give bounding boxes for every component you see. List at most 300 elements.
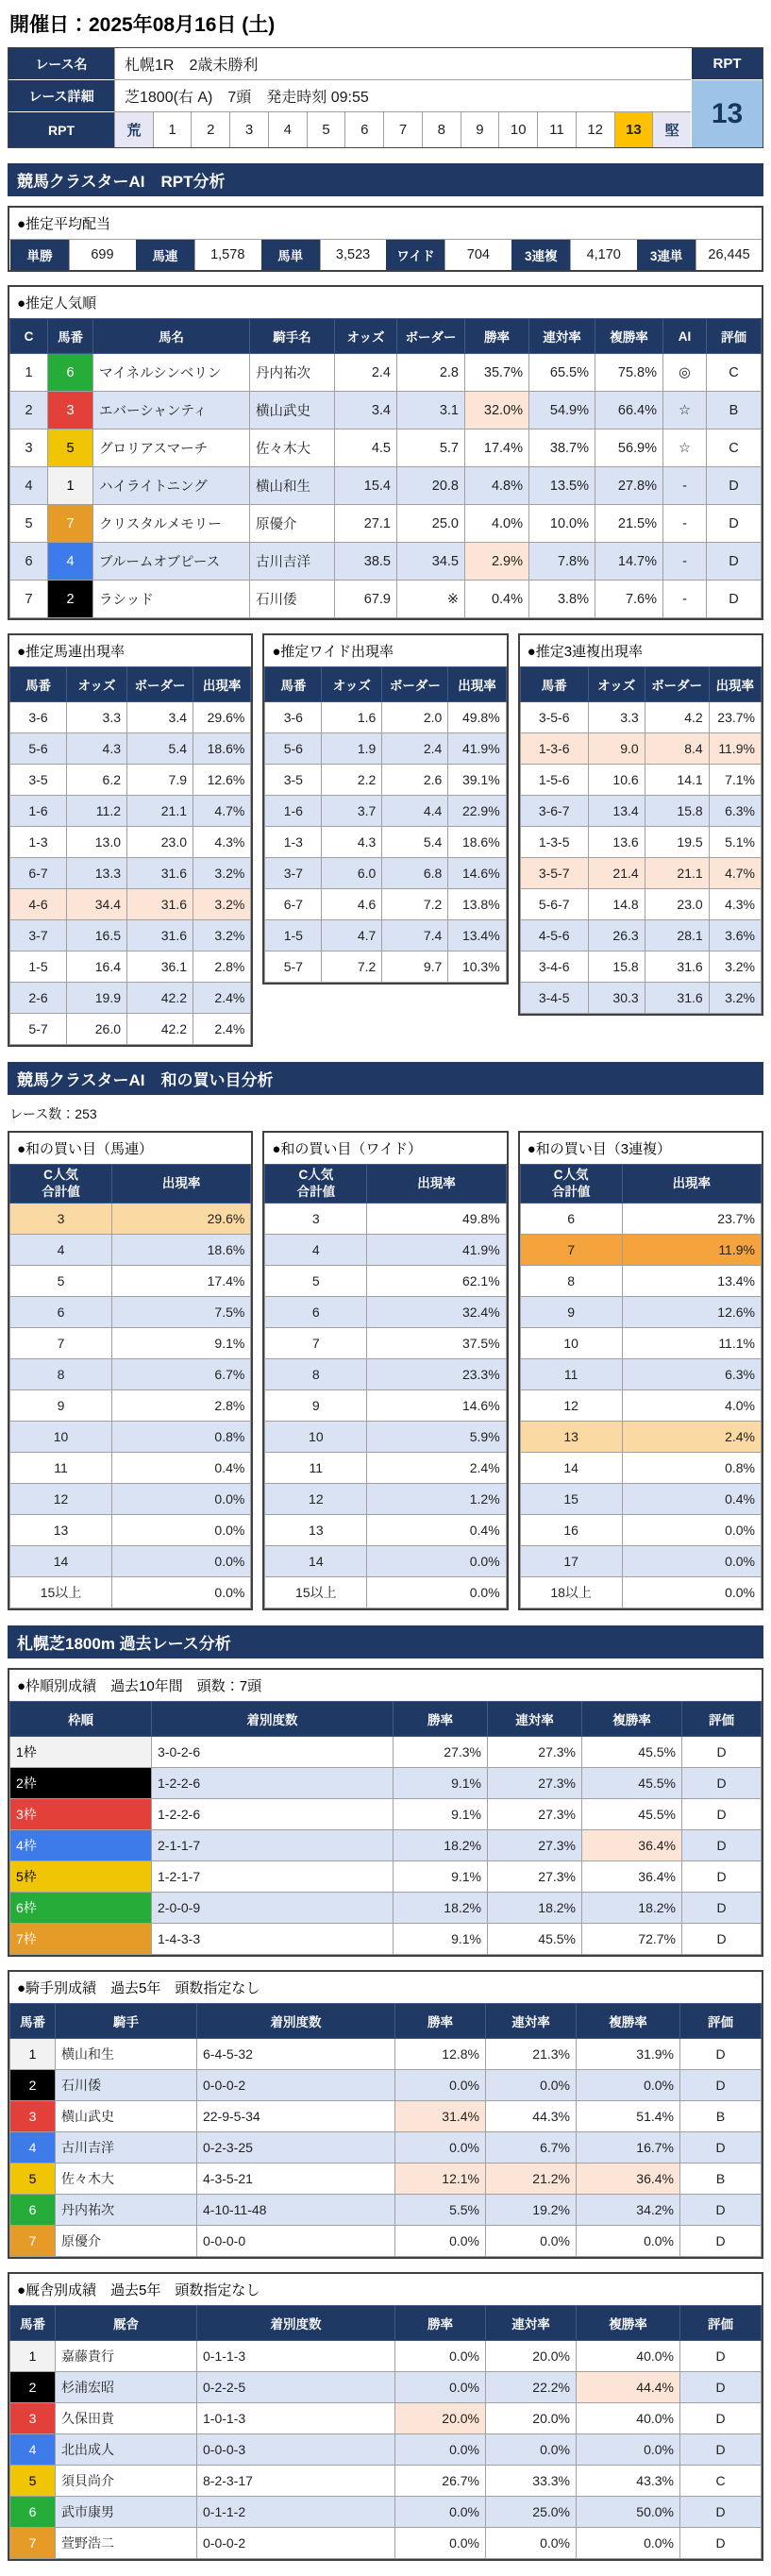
border-cell: 36.1: [127, 951, 193, 983]
horse-name-cell: グロリアスマーチ: [93, 429, 250, 467]
win-rate-cell: 17.4%: [465, 429, 529, 467]
numbers-cell: 3-7: [265, 858, 322, 889]
table-row: [10, 1235, 251, 1266]
show-rate-cell: 45.5%: [582, 1768, 682, 1799]
rate-cell: 13.4%: [622, 1266, 761, 1297]
ai-mark-cell: ☆: [663, 429, 707, 467]
border-cell: 3.1: [397, 392, 465, 429]
record-cell: 2-1-1-7: [152, 1830, 394, 1861]
border-cell: ※: [397, 581, 465, 618]
payout-value: 1,578: [194, 240, 260, 270]
wa-wide-box: [262, 1131, 508, 1610]
rate-cell: 6.3%: [709, 796, 761, 827]
rate-cell: 3.2%: [193, 920, 251, 951]
scale-cell: 13: [614, 112, 653, 147]
table-row: [265, 920, 506, 951]
win-rate-cell: 20.0%: [395, 2403, 486, 2434]
stable-name-cell: 久保田貴: [56, 2403, 197, 2434]
rate-cell: 2.4%: [193, 983, 251, 1014]
table-row: [265, 951, 506, 983]
odds-cell: 21.4: [588, 858, 645, 889]
rate-cell: 0.8%: [112, 1422, 251, 1453]
rate-cell: 62.1%: [367, 1266, 506, 1297]
odds-cell: 4.3: [67, 733, 127, 765]
table-row: [520, 1359, 761, 1390]
jockey-title: ●騎手別成績 過去5年 頭数指定なし: [17, 1980, 260, 1997]
jockey-name-cell: 横山和生: [56, 2039, 197, 2070]
rate-cell: 37.5%: [367, 1328, 506, 1359]
jockey-name-cell: 佐々木大: [56, 2164, 197, 2195]
numbers-cell: 3-6-7: [520, 796, 588, 827]
wa-umaren-table: [9, 1164, 251, 1608]
sum-value-cell: 8: [10, 1359, 112, 1390]
horse-number-badge: 5: [48, 429, 93, 467]
record-cell: 4-10-11-48: [197, 2195, 395, 2226]
border-cell: 5.4: [127, 733, 193, 765]
jockey-cell: 石川倭: [250, 581, 335, 618]
column-header: 馬番: [265, 667, 322, 702]
pair-rate-cell: 20.0%: [486, 2341, 577, 2372]
table-row: [265, 1359, 506, 1390]
win-rate-cell: 32.0%: [465, 392, 529, 429]
payout-label: 3連単: [636, 240, 696, 270]
table-row: [520, 1453, 761, 1484]
trio-rate-title: ●推定3連複出現率: [527, 644, 644, 660]
record-cell: 0-0-0-0: [197, 2226, 395, 2257]
numbers-cell: 5-6: [10, 733, 67, 765]
column-header: 着別度数: [152, 1702, 394, 1737]
numbers-cell: 3-5: [265, 765, 322, 796]
win-rate-cell: 0.0%: [395, 2226, 486, 2257]
border-cell: 3.4: [127, 702, 193, 733]
ai-mark-cell: ◎: [663, 354, 707, 392]
table-row: [10, 2341, 762, 2372]
border-cell: 21.1: [645, 858, 709, 889]
odds-cell: 9.0: [588, 733, 645, 765]
show-rate-cell: 0.0%: [577, 2070, 680, 2101]
pair-rate-cell: 45.5%: [488, 1924, 582, 1955]
sum-value-cell: 13: [520, 1422, 622, 1453]
win-rate-cell: 27.3%: [394, 1737, 488, 1768]
column-header: 勝率: [465, 319, 529, 354]
table-row: [265, 1484, 506, 1515]
horse-number-badge: 1: [48, 467, 93, 505]
pair-rate-cell: 21.3%: [486, 2039, 577, 2070]
column-header: 馬番: [10, 667, 67, 702]
column-header: ボーダー: [645, 667, 709, 702]
rate-cell: 23.3%: [367, 1359, 506, 1390]
column-header: 複勝率: [577, 2004, 680, 2039]
scale-cell: 10: [498, 112, 537, 147]
horse-name-cell: ブルームオブピース: [93, 543, 250, 581]
rank-cell: 7: [10, 581, 48, 618]
column-header: 評価: [680, 2306, 762, 2341]
odds-cell: 2.2: [322, 765, 382, 796]
rate-cell: 0.0%: [367, 1577, 506, 1608]
table-row: [10, 429, 762, 467]
horse-number-badge: 4: [10, 2132, 56, 2164]
table-row: [10, 1577, 251, 1608]
odds-cell: 30.3: [588, 983, 645, 1014]
scale-cell: 11: [537, 112, 576, 147]
table-row: [10, 543, 762, 581]
rate-cell: 13.8%: [448, 889, 506, 920]
waku-table: [9, 1701, 762, 1955]
umaren-rate-title: ●推定馬連出現率: [17, 644, 126, 660]
numbers-cell: 3-7: [10, 920, 67, 951]
show-rate-cell: 36.4%: [582, 1830, 682, 1861]
rank-cell: 4: [10, 467, 48, 505]
race-name-label: レース名: [8, 48, 114, 80]
show-rate-cell: 75.8%: [595, 354, 663, 392]
table-row: [10, 1546, 251, 1577]
column-header: C: [10, 319, 48, 354]
stable-name-cell: 須貝尚介: [56, 2466, 197, 2497]
table-row: [10, 1266, 251, 1297]
record-cell: 4-3-5-21: [197, 2164, 395, 2195]
table-row: [10, 889, 251, 920]
show-rate-cell: 27.8%: [595, 467, 663, 505]
horse-number-badge: 1: [10, 2341, 56, 2372]
eval-cell: C: [707, 354, 762, 392]
sum-value-cell: 10: [265, 1422, 367, 1453]
rate-cell: 18.6%: [448, 827, 506, 858]
rate-cell: 11.9%: [709, 733, 761, 765]
payout-title: ●推定平均配当: [17, 216, 111, 232]
pair-rate-cell: 6.7%: [486, 2132, 577, 2164]
sum-value-cell: 11: [265, 1453, 367, 1484]
horse-number-badge: 3: [10, 2403, 56, 2434]
odds-cell: 13.3: [67, 858, 127, 889]
payout-label: ワイド: [385, 240, 444, 270]
table-row: [265, 1577, 506, 1608]
pair-rate-cell: 21.2%: [486, 2164, 577, 2195]
show-rate-cell: 0.0%: [577, 2434, 680, 2466]
eval-cell: D: [682, 1799, 762, 1830]
numbers-cell: 4-6: [10, 889, 67, 920]
eval-cell: D: [682, 1768, 762, 1799]
column-header: ボーダー: [127, 667, 193, 702]
table-row: [520, 827, 761, 858]
rate-cell: 18.6%: [112, 1235, 251, 1266]
odds-cell: 15.8: [588, 951, 645, 983]
rate-cell: 0.0%: [622, 1515, 761, 1546]
eval-cell: D: [680, 2226, 762, 2257]
ai-mark-cell: ☆: [663, 392, 707, 429]
odds-cell: 13.0: [67, 827, 127, 858]
border-cell: 31.6: [127, 889, 193, 920]
column-header: 馬名: [93, 319, 250, 354]
column-header: 評価: [707, 319, 762, 354]
header-row: [10, 1165, 251, 1204]
show-rate-cell: 31.9%: [577, 2039, 680, 2070]
table-row: [10, 2372, 762, 2403]
table-row: [265, 1515, 506, 1546]
horse-number-badge: 6: [10, 2195, 56, 2226]
stable-title: ●厩舎別成績 過去5年 頭数指定なし: [17, 2282, 260, 2299]
table-row: [265, 858, 506, 889]
odds-cell: 27.1: [335, 505, 397, 543]
rate-cell: 0.0%: [112, 1577, 251, 1608]
jockey-cell: 横山武史: [250, 392, 335, 429]
rank-cell: 1: [10, 354, 48, 392]
payout-item: [636, 240, 762, 270]
odds-cell: 3.3: [588, 702, 645, 733]
numbers-cell: 3-6: [10, 702, 67, 733]
win-rate-cell: 0.4%: [465, 581, 529, 618]
rate-cell: 3.6%: [709, 920, 761, 951]
show-rate-cell: 45.5%: [582, 1799, 682, 1830]
rate-cell: 0.0%: [622, 1546, 761, 1577]
show-rate-cell: 44.4%: [577, 2372, 680, 2403]
table-row: [265, 733, 506, 765]
column-header: 出現率: [709, 667, 761, 702]
table-row: [10, 2528, 762, 2559]
rate-cell: 39.1%: [448, 765, 506, 796]
border-cell: 2.6: [382, 765, 448, 796]
header-row: [10, 2004, 762, 2039]
show-rate-cell: 72.7%: [582, 1924, 682, 1955]
odds-cell: 14.8: [588, 889, 645, 920]
sum-value-cell: 9: [520, 1297, 622, 1328]
stable-table: [9, 2305, 762, 2559]
pair-rate-cell: 25.0%: [486, 2497, 577, 2528]
rate-cell: 2.4%: [367, 1453, 506, 1484]
horse-number-badge: 1: [10, 2039, 56, 2070]
column-header: 勝率: [395, 2306, 486, 2341]
rpt-value: 13: [691, 80, 763, 147]
win-rate-cell: 12.8%: [395, 2039, 486, 2070]
table-row: [520, 1422, 761, 1453]
rate-cell: 17.4%: [112, 1266, 251, 1297]
table-row: [10, 1390, 251, 1422]
border-cell: 4.2: [645, 702, 709, 733]
horse-number-badge: 2: [10, 2372, 56, 2403]
win-rate-cell: 4.0%: [465, 505, 529, 543]
column-header: 評価: [682, 1702, 762, 1737]
odds-cell: 34.4: [67, 889, 127, 920]
rate-cell: 2.8%: [112, 1390, 251, 1422]
jockey-cell: 横山和生: [250, 467, 335, 505]
show-rate-cell: 50.0%: [577, 2497, 680, 2528]
rate-cell: 10.3%: [448, 951, 506, 983]
table-row: [10, 733, 251, 765]
popularity-title: ●推定人気順: [17, 295, 97, 311]
horse-number-badge: 2: [10, 2070, 56, 2101]
sum-value-cell: 7: [10, 1328, 112, 1359]
jockey-cell: 佐々木大: [250, 429, 335, 467]
eval-cell: D: [680, 2434, 762, 2466]
sum-value-cell: 8: [520, 1266, 622, 1297]
scale-cell: 堅: [652, 112, 691, 147]
table-row: [10, 1830, 762, 1861]
horse-number-badge: 7: [10, 2226, 56, 2257]
border-cell: 14.1: [645, 765, 709, 796]
border-cell: 4.4: [382, 796, 448, 827]
rate-cell: 7.1%: [709, 765, 761, 796]
pair-rate-cell: 0.0%: [486, 2070, 577, 2101]
rate-cell: 49.8%: [367, 1204, 506, 1235]
win-rate-cell: 18.2%: [394, 1830, 488, 1861]
sum-value-cell: 12: [10, 1484, 112, 1515]
table-row: [10, 2434, 762, 2466]
table-row: [10, 951, 251, 983]
border-cell: 42.2: [127, 983, 193, 1014]
wide-rate-table: [264, 666, 506, 983]
rate-cell: 2.4%: [193, 1014, 251, 1045]
horse-number-badge: 4: [10, 2434, 56, 2466]
pair-rate-cell: 0.0%: [486, 2434, 577, 2466]
scale-cell: 8: [422, 112, 461, 147]
sum-value-cell: 16: [520, 1515, 622, 1546]
horse-number-badge: 4: [48, 543, 93, 581]
jockey-table: [9, 2003, 762, 2257]
jockey-cell: 古川吉洋: [250, 543, 335, 581]
table-row: [10, 467, 762, 505]
pair-rate-cell: 65.5%: [529, 354, 595, 392]
border-cell: 25.0: [397, 505, 465, 543]
waku-cell: 3枠: [10, 1799, 152, 1830]
record-cell: 1-2-2-6: [152, 1799, 394, 1830]
numbers-cell: 1-3: [265, 827, 322, 858]
odds-cell: 2.4: [335, 354, 397, 392]
win-rate-cell: 0.0%: [395, 2132, 486, 2164]
column-header: 馬番: [48, 319, 93, 354]
record-cell: 0-1-1-3: [197, 2341, 395, 2372]
page-title: 開催日：2025年08月16日 (土): [9, 14, 276, 36]
rate-cell: 0.0%: [622, 1577, 761, 1608]
border-cell: 19.5: [645, 827, 709, 858]
win-rate-cell: 5.5%: [395, 2195, 486, 2226]
table-row: [10, 827, 251, 858]
win-rate-cell: 0.0%: [395, 2528, 486, 2559]
rate-cell: 22.9%: [448, 796, 506, 827]
odds-cell: 1.9: [322, 733, 382, 765]
sum-value-cell: 8: [265, 1359, 367, 1390]
win-rate-cell: 9.1%: [394, 1924, 488, 1955]
payout-value: 3,523: [320, 240, 386, 270]
table-row: [10, 2195, 762, 2226]
table-row: [10, 354, 762, 392]
column-header: 連対率: [486, 2306, 577, 2341]
eval-cell: D: [707, 581, 762, 618]
waku-cell: 4枠: [10, 1830, 152, 1861]
stable-box: [8, 2272, 763, 2561]
table-row: [520, 796, 761, 827]
ai-mark-cell: -: [663, 467, 707, 505]
payout-item: [385, 240, 511, 270]
stable-name-cell: 萱野浩二: [56, 2528, 197, 2559]
table-row: [10, 858, 251, 889]
popularity-table: [9, 318, 762, 618]
rank-cell: 6: [10, 543, 48, 581]
waku-box: [8, 1668, 763, 1957]
eval-cell: C: [707, 429, 762, 467]
rank-cell: 3: [10, 429, 48, 467]
border-cell: 8.4: [645, 733, 709, 765]
table-row: [265, 1204, 506, 1235]
odds-cell: 13.4: [588, 796, 645, 827]
jockey-name-cell: 横山武史: [56, 2101, 197, 2132]
win-rate-cell: 26.7%: [395, 2466, 486, 2497]
win-rate-cell: 35.7%: [465, 354, 529, 392]
race-name-value: 札幌1R 2歳未勝利: [114, 48, 691, 80]
table-row: [520, 1484, 761, 1515]
horse-name-cell: ハイライトニング: [93, 467, 250, 505]
column-header: 着別度数: [197, 2004, 395, 2039]
show-rate-cell: 45.5%: [582, 1737, 682, 1768]
scale-cell: 9: [461, 112, 499, 147]
rate-cell: 5.9%: [367, 1422, 506, 1453]
numbers-cell: 3-4-6: [520, 951, 588, 983]
record-cell: 0-2-3-25: [197, 2132, 395, 2164]
wide-rate-title: ●推定ワイド出現率: [272, 644, 394, 660]
trio-rate-box: [518, 633, 763, 1016]
race-count-label: レース数：253: [9, 1106, 97, 1121]
border-cell: 7.4: [382, 920, 448, 951]
table-row: [10, 1204, 251, 1235]
record-cell: 8-2-3-17: [197, 2466, 395, 2497]
win-rate-cell: 18.2%: [394, 1893, 488, 1924]
border-cell: 42.2: [127, 1014, 193, 1045]
odds-cell: 67.9: [335, 581, 397, 618]
waku-cell: 6枠: [10, 1893, 152, 1924]
rate-cell: 3.2%: [709, 951, 761, 983]
rate-cell: 4.0%: [622, 1390, 761, 1422]
pair-rate-cell: 27.3%: [488, 1737, 582, 1768]
record-cell: 1-2-2-6: [152, 1768, 394, 1799]
sum-value-cell: 4: [10, 1235, 112, 1266]
column-header: AI: [663, 319, 707, 354]
eval-cell: D: [680, 2497, 762, 2528]
table-row: [10, 1359, 251, 1390]
numbers-cell: 1-6: [265, 796, 322, 827]
table-row: [10, 1014, 251, 1045]
odds-cell: 16.4: [67, 951, 127, 983]
rate-cell: 14.6%: [367, 1390, 506, 1422]
numbers-cell: 3-5-7: [520, 858, 588, 889]
eval-cell: D: [680, 2039, 762, 2070]
column-header: ボーダー: [397, 319, 465, 354]
rate-cell: 6.3%: [622, 1359, 761, 1390]
eval-cell: D: [680, 2070, 762, 2101]
rate-cell: 3.2%: [193, 858, 251, 889]
table-row: [10, 2466, 762, 2497]
rpt-scale-label: RPT: [8, 112, 114, 147]
scale-cell: 7: [383, 112, 422, 147]
rate-cell: 14.6%: [448, 858, 506, 889]
eval-cell: D: [682, 1924, 762, 1955]
header-row: [265, 1165, 506, 1204]
table-row: [10, 796, 251, 827]
numbers-cell: 3-6: [265, 702, 322, 733]
odds-cell: 4.7: [322, 920, 382, 951]
table-row: [520, 702, 761, 733]
sum-value-cell: 10: [520, 1328, 622, 1359]
numbers-cell: 4-5-6: [520, 920, 588, 951]
table-row: [520, 1328, 761, 1359]
rate-cell: 41.9%: [448, 733, 506, 765]
rate-cell: 3.2%: [709, 983, 761, 1014]
record-cell: 6-4-5-32: [197, 2039, 395, 2070]
column-header: 出現率: [448, 667, 506, 702]
numbers-cell: 1-3-6: [520, 733, 588, 765]
odds-cell: 6.0: [322, 858, 382, 889]
numbers-cell: 1-5-6: [520, 765, 588, 796]
ai-mark-cell: -: [663, 505, 707, 543]
rate-cell: 29.6%: [112, 1204, 251, 1235]
eval-cell: C: [680, 2466, 762, 2497]
